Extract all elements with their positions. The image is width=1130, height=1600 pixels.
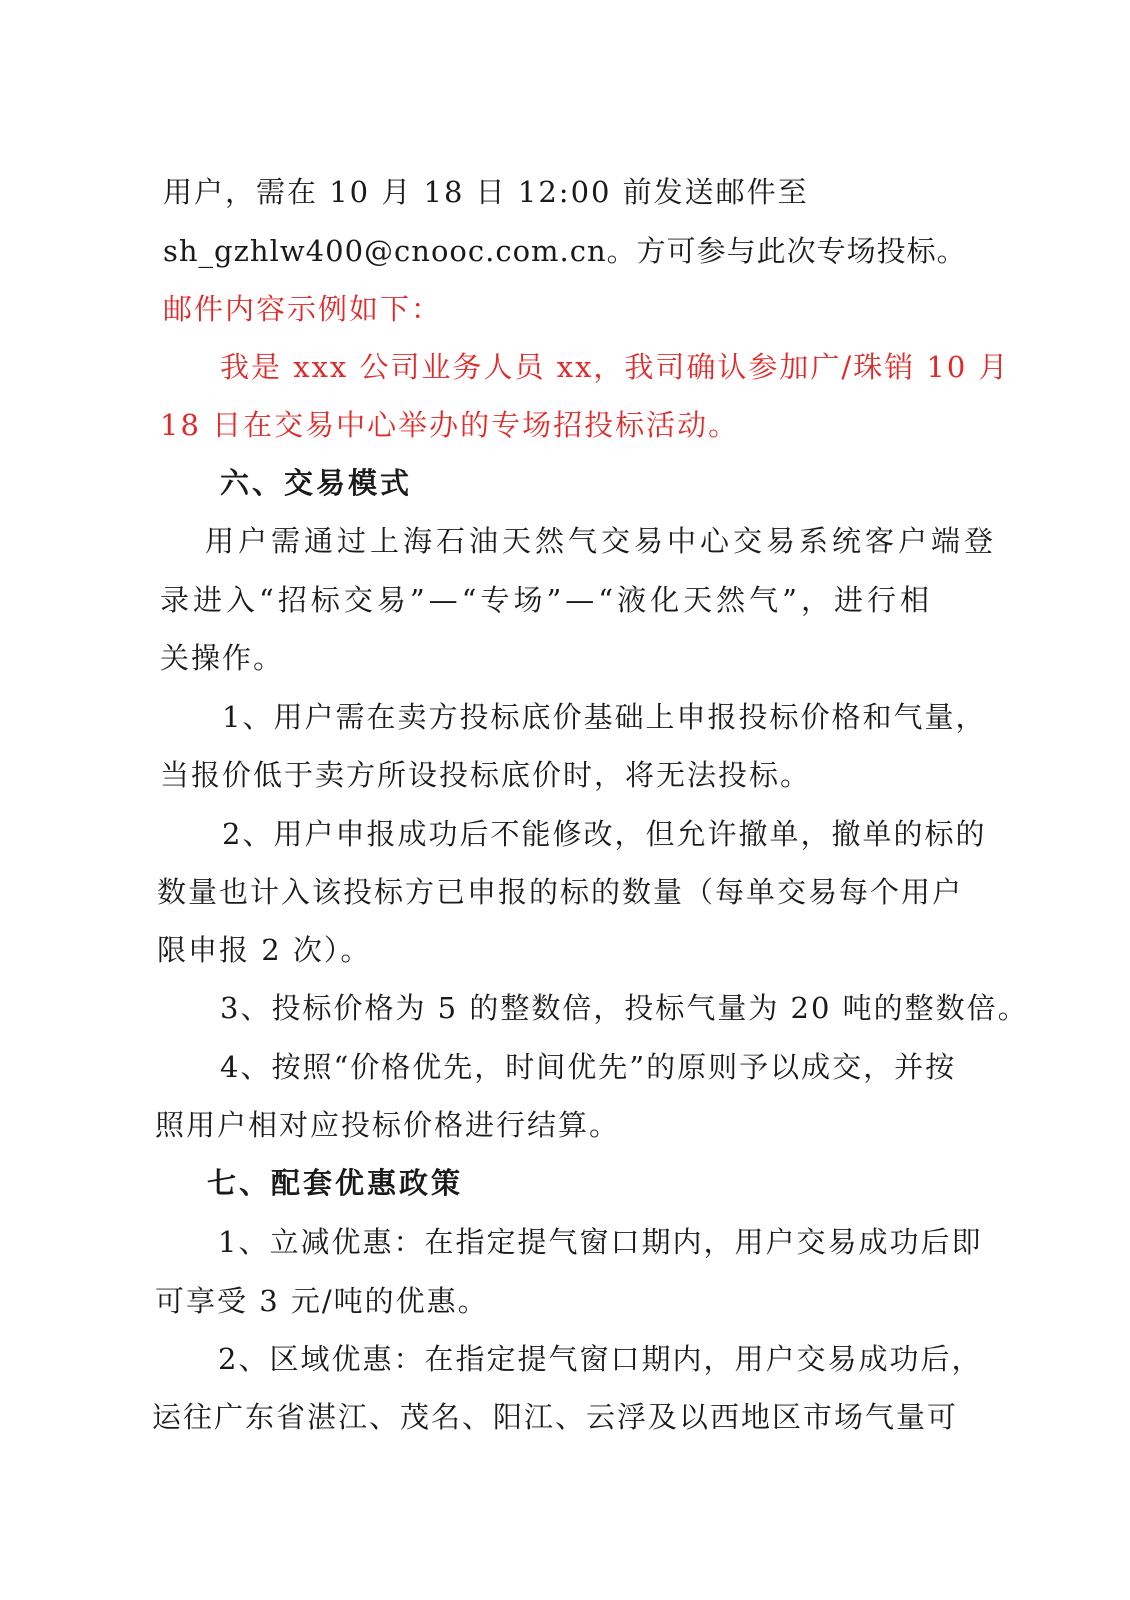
- paragraph-line: 用户需通过上海石油天然气交易中心交易系统客户端登: [205, 524, 998, 558]
- section-heading-discount-policy: 七、配套优惠政策: [207, 1166, 464, 1200]
- rule-item-line: 3、投标价格为 5 的整数倍，投标气量为 20 吨的整数倍。: [220, 991, 1029, 1025]
- email-example-label: 邮件内容示例如下：: [163, 292, 443, 326]
- policy-item-line: 可享受 3 元/吨的优惠。: [155, 1284, 489, 1318]
- paragraph-line: 录进入“招标交易”—“专场”—“液化天然气”，进行相: [160, 583, 933, 617]
- paragraph-line: 用户，需在 10 月 18 日 12:00 前发送邮件至: [163, 175, 809, 209]
- rule-item-line: 2、用户申报成功后不能修改，但允许撤单，撤单的标的: [222, 817, 987, 851]
- rule-item-line: 照用户相对应投标价格进行结算。: [155, 1108, 621, 1142]
- section-heading-trading-mode: 六、交易模式: [220, 466, 413, 500]
- policy-item-line: 1、立减优惠：在指定提气窗口期内，用户交易成功后即: [218, 1225, 983, 1259]
- email-address-line: sh_gzhlw400@cnooc.com.cn。方可参与此次专场投标。: [163, 234, 967, 268]
- email-example-line: 18 日在交易中心举办的专场招投标活动。: [160, 408, 740, 442]
- rule-item-line: 限申报 2 次）。: [157, 933, 372, 967]
- rule-item-line: 1、用户需在卖方投标底价基础上申报投标价格和气量，: [222, 700, 987, 734]
- policy-item-line: 2、区域优惠：在指定提气窗口期内，用户交易成功后，: [218, 1342, 983, 1376]
- rule-item-line: 当报价低于卖方所设投标底价时，将无法投标。: [160, 758, 812, 792]
- rule-item-line: 4、按照“价格优先，时间优先”的原则予以成交，并按: [220, 1050, 957, 1084]
- rule-item-line: 数量也计入该投标方已申报的标的数量（每单交易每个用户: [157, 875, 964, 909]
- policy-item-line: 运往广东省湛江、茂名、阳江、云浮及以西地区市场气量可: [152, 1400, 959, 1434]
- paragraph-line: 关操作。: [160, 641, 285, 675]
- email-example-line: 我是 xxx 公司业务人员 xx，我司确认参加广/珠销 10 月: [220, 350, 1010, 384]
